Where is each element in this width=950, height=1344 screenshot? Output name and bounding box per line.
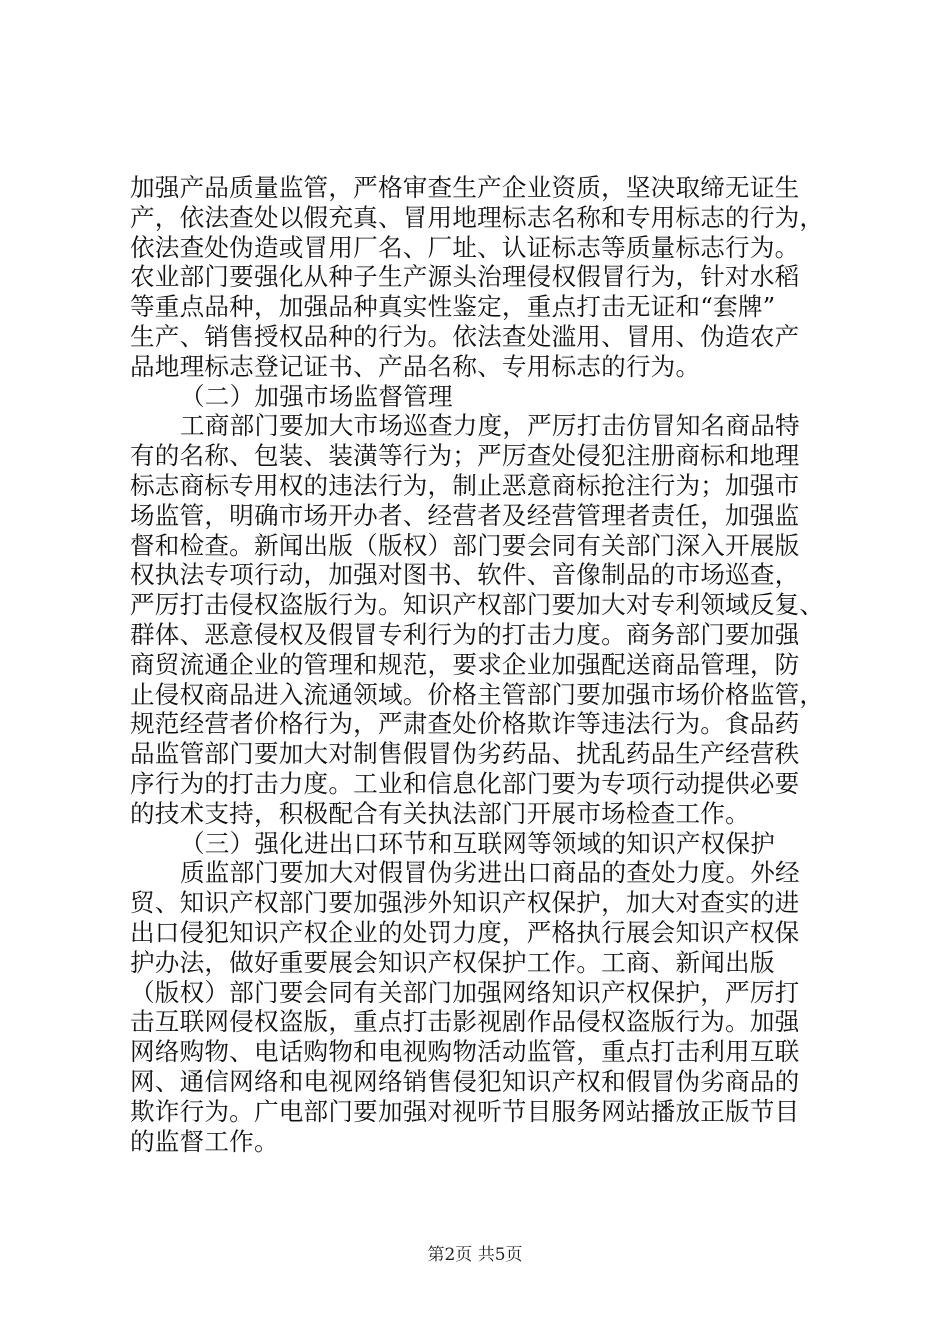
- text-line: 工商部门要加大市场巡查力度，严厉打击仿冒知名商品特: [180, 411, 800, 441]
- text-line: 群体、恶意侵权及假冒专利行为的打击力度。商务部门要加强: [130, 619, 800, 649]
- text-line: 场监管，明确市场开办者、经营者及经营管理者责任，加强监: [130, 500, 800, 530]
- text-line: （版权）部门要会同有关部门加强网络知识产权保护，严厉打: [130, 977, 800, 1007]
- text-line: 权执法专项行动，加强对图书、软件、音像制品的市场巡查，: [130, 560, 800, 590]
- page-number-footer: 第2页 共5页: [427, 1245, 523, 1265]
- text-line: 规范经营者价格行为，严肃查处价格欺诈等违法行为。食品药: [130, 709, 800, 739]
- text-line: 商贸流通企业的管理和规范，要求企业加强配送商品管理，防: [130, 649, 800, 679]
- section-heading: （二）加强市场监督管理: [180, 381, 453, 411]
- text-line: 依法查处伪造或冒用厂名、厂址、认证标志等质量标志行为。: [130, 232, 800, 262]
- text-line: 加强产品质量监管，严格审查生产企业资质，坚决取缔无证生: [130, 173, 800, 202]
- text-line: 欺诈行为。广电部门要加强对视听节目服务网站播放正版节目: [130, 1096, 800, 1126]
- text-line: 序行为的打击力度。工业和信息化部门要为专项行动提供必要: [130, 768, 800, 798]
- text-line: 产，依法查处以假充真、冒用地理标志名称和专用标志的行为，: [130, 202, 825, 232]
- text-line: 网、通信网络和电视网络销售侵犯知识产权和假冒伪劣商品的: [130, 1066, 800, 1096]
- text-line: 质监部门要加大对假冒伪劣进出口商品的查处力度。外经: [180, 858, 800, 888]
- text-line: 等重点品种，加强品种真实性鉴定，重点打击无证和“套牌”: [130, 292, 776, 322]
- text-line: 标志商标专用权的违法行为，制止恶意商标抢注行为；加强市: [130, 470, 800, 500]
- text-line: 品监管部门要加大对制售假冒伪劣药品、扰乱药品生产经营秩: [130, 739, 800, 769]
- document-body: [130, 173, 830, 1156]
- text-line: 农业部门要强化从种子生产源头治理侵权假冒行为，针对水稻: [130, 262, 800, 292]
- text-line: 生产、销售授权品种的行为。依法查处滥用、冒用、伪造农产: [130, 321, 800, 351]
- text-line: 贸、知识产权部门要加强涉外知识产权保护，加大对查实的进: [130, 888, 800, 918]
- text-line: 的监督工作。: [130, 1126, 279, 1156]
- text-line: 的技术支持，积极配合有关执法部门开展市场检查工作。: [130, 798, 750, 828]
- text-line: 督和检查。新闻出版（版权）部门要会同有关部门深入开展版: [130, 530, 800, 560]
- text-line: 止侵权商品进入流通领域。价格主管部门要加强市场价格监管，: [130, 679, 825, 709]
- text-line: 出口侵犯知识产权企业的处罚力度，严格执行展会知识产权保: [130, 917, 800, 947]
- text-line: 品地理标志登记证书、产品名称、专用标志的行为。: [130, 351, 701, 381]
- text-line: 有的名称、包装、装潢等行为；严厉查处侵犯注册商标和地理: [130, 441, 800, 471]
- text-line: 网络购物、电话购物和电视购物活动监管，重点打击利用互联: [130, 1037, 800, 1067]
- text-line: 护办法，做好重要展会知识产权保护工作。工商、新闻出版: [130, 947, 775, 977]
- text-line: 击互联网侵权盗版，重点打击影视剧作品侵权盗版行为。加强: [130, 1007, 800, 1037]
- text-line: 严厉打击侵权盗版行为。知识产权部门要加大对专利领域反复、: [130, 590, 825, 620]
- section-heading: （三）强化进出口环节和互联网等领域的知识产权保护: [180, 828, 776, 858]
